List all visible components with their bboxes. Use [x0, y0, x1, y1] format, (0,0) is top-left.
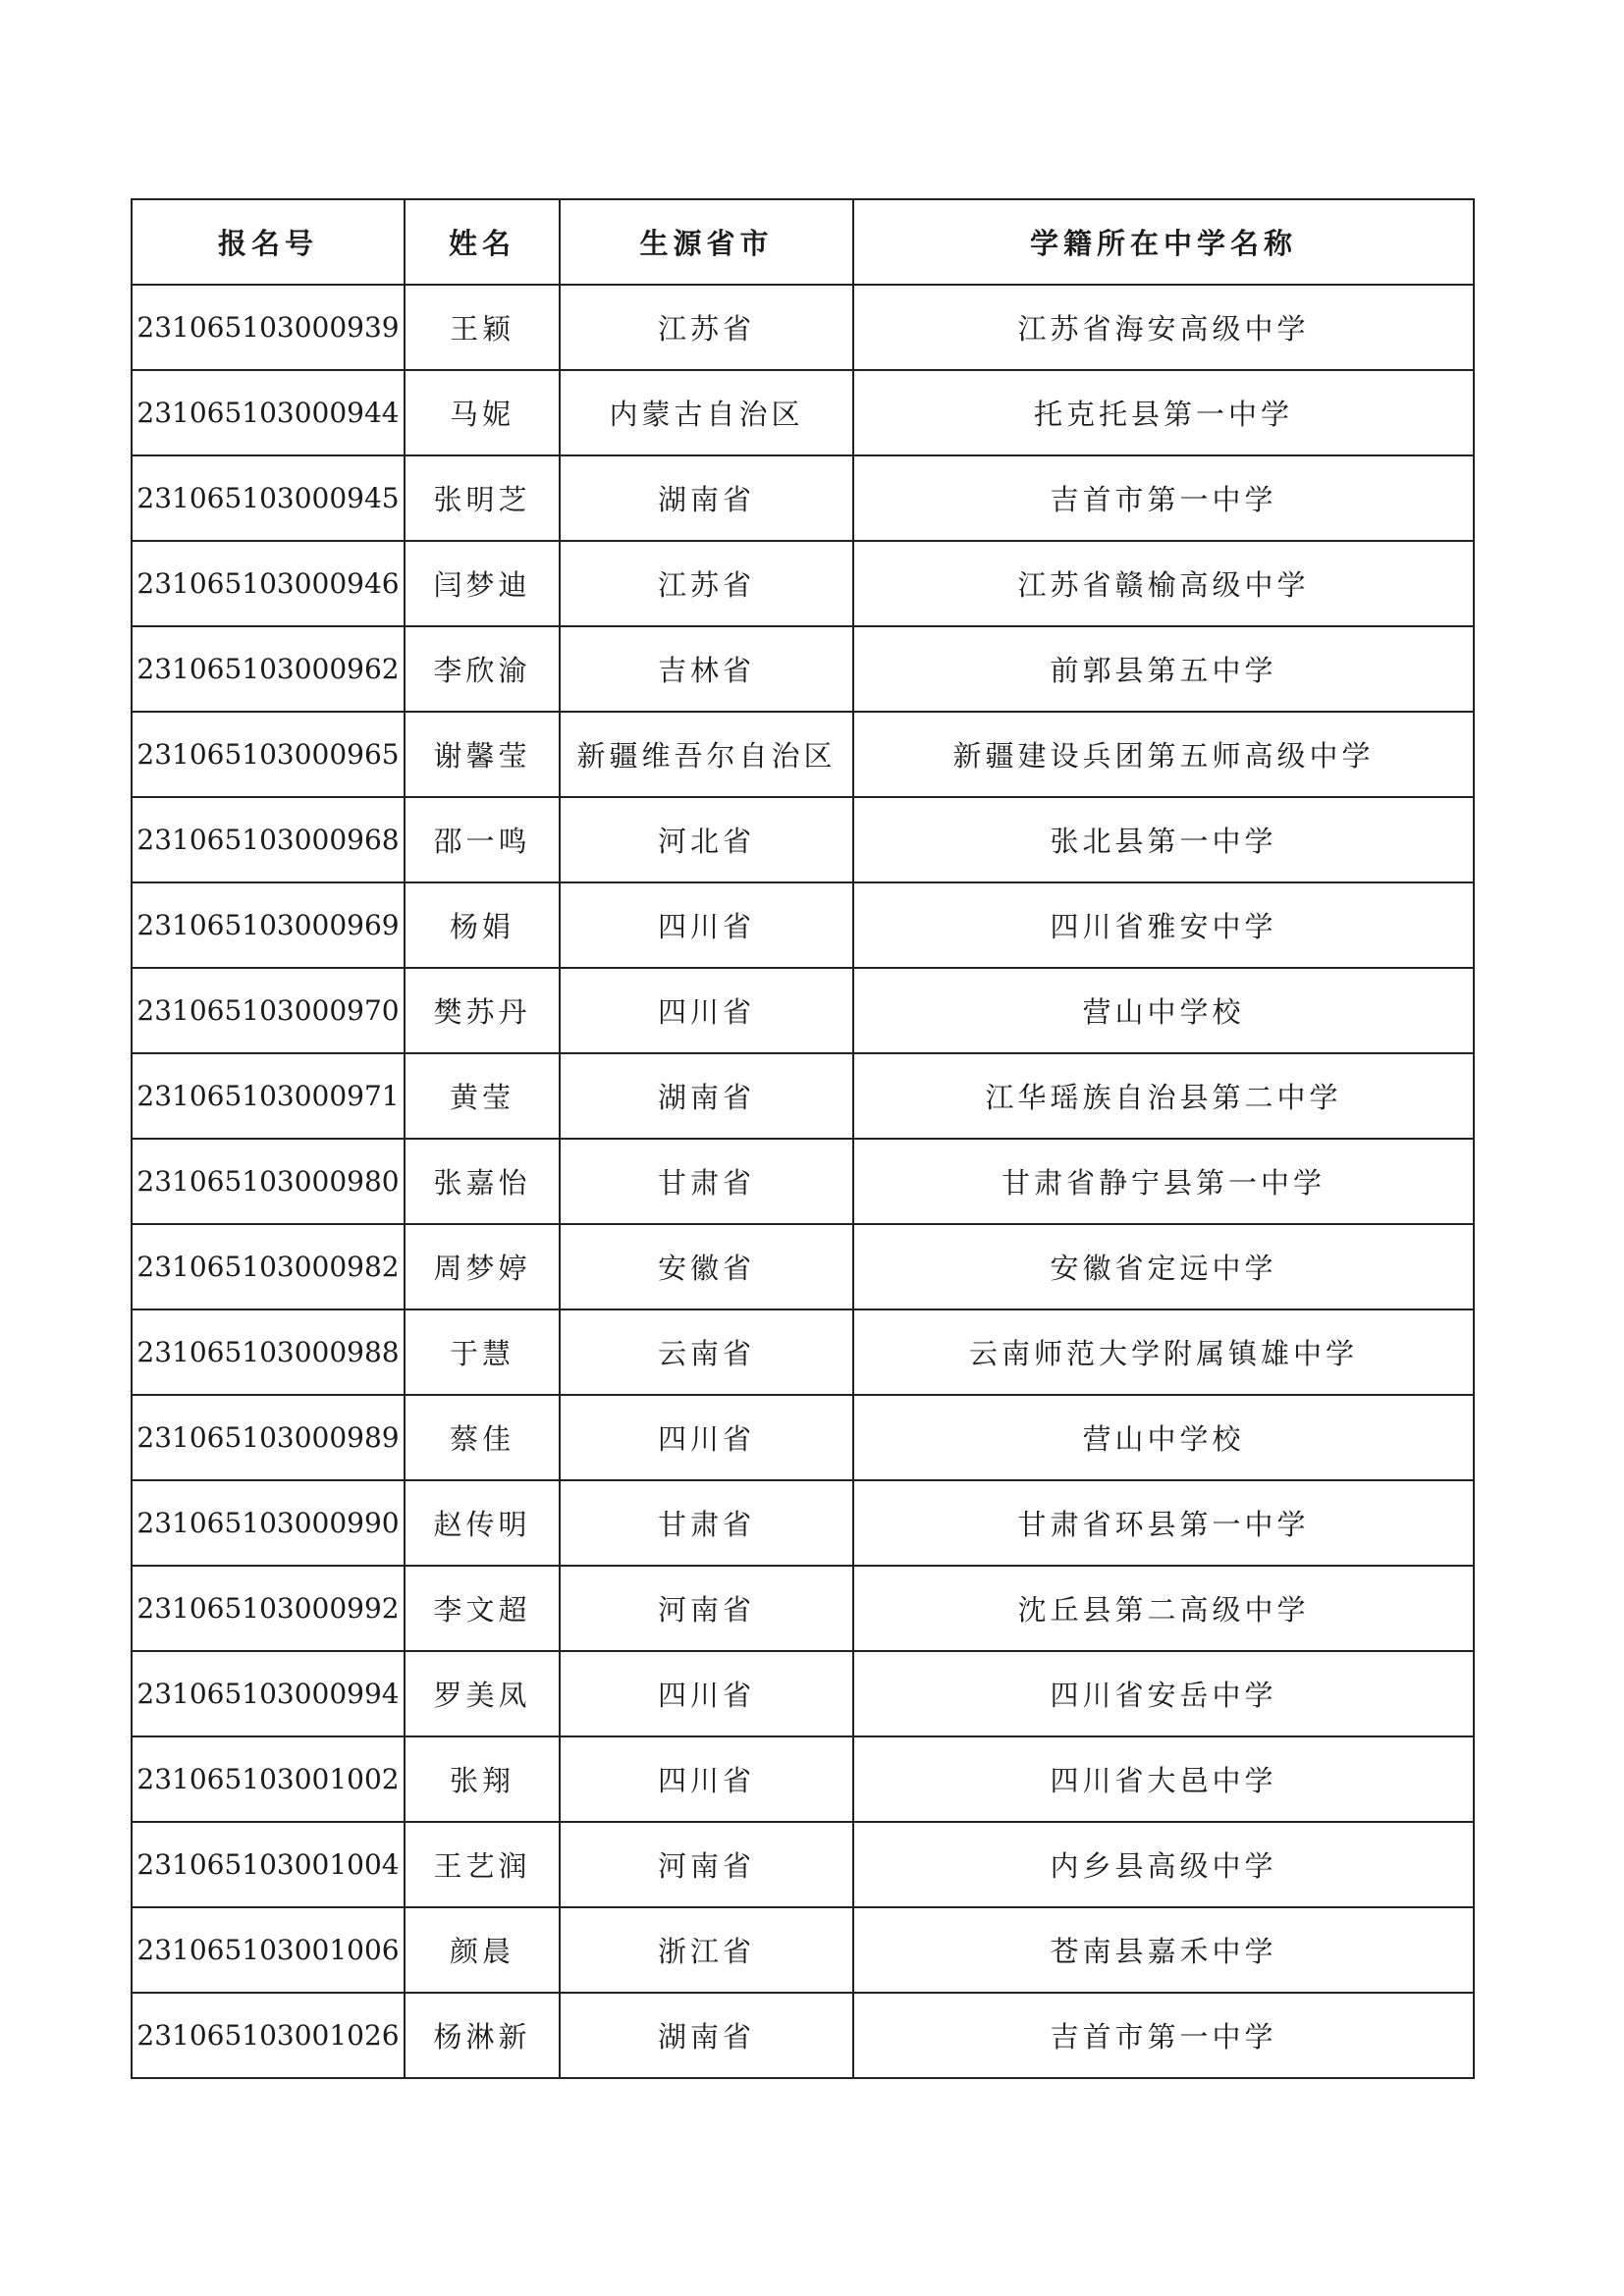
header-origin-province: 生源省市: [560, 199, 853, 285]
cell-origin-province: 新疆维吾尔自治区: [560, 712, 853, 797]
cell-name: 杨娟: [405, 882, 560, 968]
cell-reg-no: 231065103000982: [132, 1224, 405, 1309]
cell-reg-no: 231065103000971: [132, 1053, 405, 1139]
table-header: [132, 199, 1474, 285]
cell-high-school: 托克托县第一中学: [853, 370, 1474, 455]
table-row: [132, 1736, 1474, 1822]
cell-reg-no: 231065103000939: [132, 285, 405, 370]
cell-name: 罗美凤: [405, 1651, 560, 1736]
cell-name: 王颖: [405, 285, 560, 370]
cell-high-school: 江华瑶族自治县第二中学: [853, 1053, 1474, 1139]
cell-high-school: 江苏省海安高级中学: [853, 285, 1474, 370]
header-high-school: 学籍所在中学名称: [853, 199, 1474, 285]
cell-high-school: 苍南县嘉禾中学: [853, 1907, 1474, 1993]
table-row: [132, 1139, 1474, 1224]
cell-high-school: 甘肃省静宁县第一中学: [853, 1139, 1474, 1224]
cell-name: 樊苏丹: [405, 968, 560, 1053]
cell-origin-province: 甘肃省: [560, 1480, 853, 1566]
cell-high-school: 江苏省赣榆高级中学: [853, 541, 1474, 626]
cell-reg-no: 231065103000989: [132, 1395, 405, 1480]
cell-high-school: 营山中学校: [853, 1395, 1474, 1480]
cell-origin-province: 云南省: [560, 1309, 853, 1395]
cell-name: 李欣渝: [405, 626, 560, 712]
table-row: [132, 541, 1474, 626]
cell-origin-province: 甘肃省: [560, 1139, 853, 1224]
cell-reg-no: 231065103000988: [132, 1309, 405, 1395]
cell-name: 周梦婷: [405, 1224, 560, 1309]
header-row: [132, 199, 1474, 285]
cell-name: 张明芝: [405, 455, 560, 541]
cell-high-school: 沈丘县第二高级中学: [853, 1566, 1474, 1651]
table-row: [132, 1480, 1474, 1566]
cell-name: 谢馨莹: [405, 712, 560, 797]
cell-reg-no: 231065103001026: [132, 1993, 405, 2078]
cell-high-school: 四川省雅安中学: [853, 882, 1474, 968]
cell-name: 蔡佳: [405, 1395, 560, 1480]
header-reg-no: 报名号: [132, 199, 405, 285]
cell-name: 邵一鸣: [405, 797, 560, 882]
cell-name: 李文超: [405, 1566, 560, 1651]
cell-high-school: 营山中学校: [853, 968, 1474, 1053]
cell-origin-province: 吉林省: [560, 626, 853, 712]
cell-reg-no: 231065103000968: [132, 797, 405, 882]
cell-origin-province: 内蒙古自治区: [560, 370, 853, 455]
cell-origin-province: 四川省: [560, 1736, 853, 1822]
cell-origin-province: 河南省: [560, 1822, 853, 1907]
cell-reg-no: 231065103000990: [132, 1480, 405, 1566]
cell-reg-no: 231065103000965: [132, 712, 405, 797]
cell-origin-province: 湖南省: [560, 455, 853, 541]
cell-origin-province: 四川省: [560, 1651, 853, 1736]
cell-origin-province: 浙江省: [560, 1907, 853, 1993]
cell-reg-no: 231065103000994: [132, 1651, 405, 1736]
cell-reg-no: 231065103000962: [132, 626, 405, 712]
cell-origin-province: 湖南省: [560, 1993, 853, 2078]
cell-high-school: 安徽省定远中学: [853, 1224, 1474, 1309]
cell-reg-no: 231065103000969: [132, 882, 405, 968]
cell-name: 赵传明: [405, 1480, 560, 1566]
cell-reg-no: 231065103001006: [132, 1907, 405, 1993]
table-row: [132, 882, 1474, 968]
cell-origin-province: 江苏省: [560, 285, 853, 370]
cell-high-school: 甘肃省环县第一中学: [853, 1480, 1474, 1566]
table-row: [132, 712, 1474, 797]
table-row: [132, 455, 1474, 541]
header-name: 姓名: [405, 199, 560, 285]
cell-name: 张嘉怡: [405, 1139, 560, 1224]
cell-high-school: 内乡县高级中学: [853, 1822, 1474, 1907]
cell-high-school: 云南师范大学附属镇雄中学: [853, 1309, 1474, 1395]
table-row: [132, 626, 1474, 712]
cell-origin-province: 四川省: [560, 1395, 853, 1480]
table-body: [132, 285, 1474, 2078]
cell-reg-no: 231065103000945: [132, 455, 405, 541]
cell-origin-province: 湖南省: [560, 1053, 853, 1139]
cell-name: 张翔: [405, 1736, 560, 1822]
cell-reg-no: 231065103001002: [132, 1736, 405, 1822]
table-row: [132, 968, 1474, 1053]
table-row: [132, 1993, 1474, 2078]
cell-name: 闫梦迪: [405, 541, 560, 626]
table-row: [132, 285, 1474, 370]
cell-origin-province: 江苏省: [560, 541, 853, 626]
cell-origin-province: 四川省: [560, 882, 853, 968]
cell-high-school: 吉首市第一中学: [853, 455, 1474, 541]
admission-list-table: [131, 198, 1475, 2079]
cell-reg-no: 231065103000946: [132, 541, 405, 626]
cell-origin-province: 四川省: [560, 968, 853, 1053]
cell-high-school: 吉首市第一中学: [853, 1993, 1474, 2078]
cell-high-school: 张北县第一中学: [853, 797, 1474, 882]
cell-reg-no: 231065103000970: [132, 968, 405, 1053]
table-row: [132, 1395, 1474, 1480]
table-row: [132, 797, 1474, 882]
table-row: [132, 370, 1474, 455]
cell-reg-no: 231065103001004: [132, 1822, 405, 1907]
cell-high-school: 四川省大邑中学: [853, 1736, 1474, 1822]
cell-origin-province: 安徽省: [560, 1224, 853, 1309]
cell-name: 黄莹: [405, 1053, 560, 1139]
cell-origin-province: 河南省: [560, 1566, 853, 1651]
cell-high-school: 前郭县第五中学: [853, 626, 1474, 712]
cell-reg-no: 231065103000980: [132, 1139, 405, 1224]
cell-reg-no: 231065103000944: [132, 370, 405, 455]
cell-name: 颜晨: [405, 1907, 560, 1993]
cell-origin-province: 河北省: [560, 797, 853, 882]
cell-high-school: 四川省安岳中学: [853, 1651, 1474, 1736]
cell-high-school: 新疆建设兵团第五师高级中学: [853, 712, 1474, 797]
table-row: [132, 1907, 1474, 1993]
cell-name: 于慧: [405, 1309, 560, 1395]
table-row: [132, 1309, 1474, 1395]
cell-name: 马妮: [405, 370, 560, 455]
table-row: [132, 1224, 1474, 1309]
table-row: [132, 1566, 1474, 1651]
cell-name: 王艺润: [405, 1822, 560, 1907]
cell-name: 杨淋新: [405, 1993, 560, 2078]
table-row: [132, 1651, 1474, 1736]
cell-reg-no: 231065103000992: [132, 1566, 405, 1651]
table-row: [132, 1822, 1474, 1907]
table-row: [132, 1053, 1474, 1139]
